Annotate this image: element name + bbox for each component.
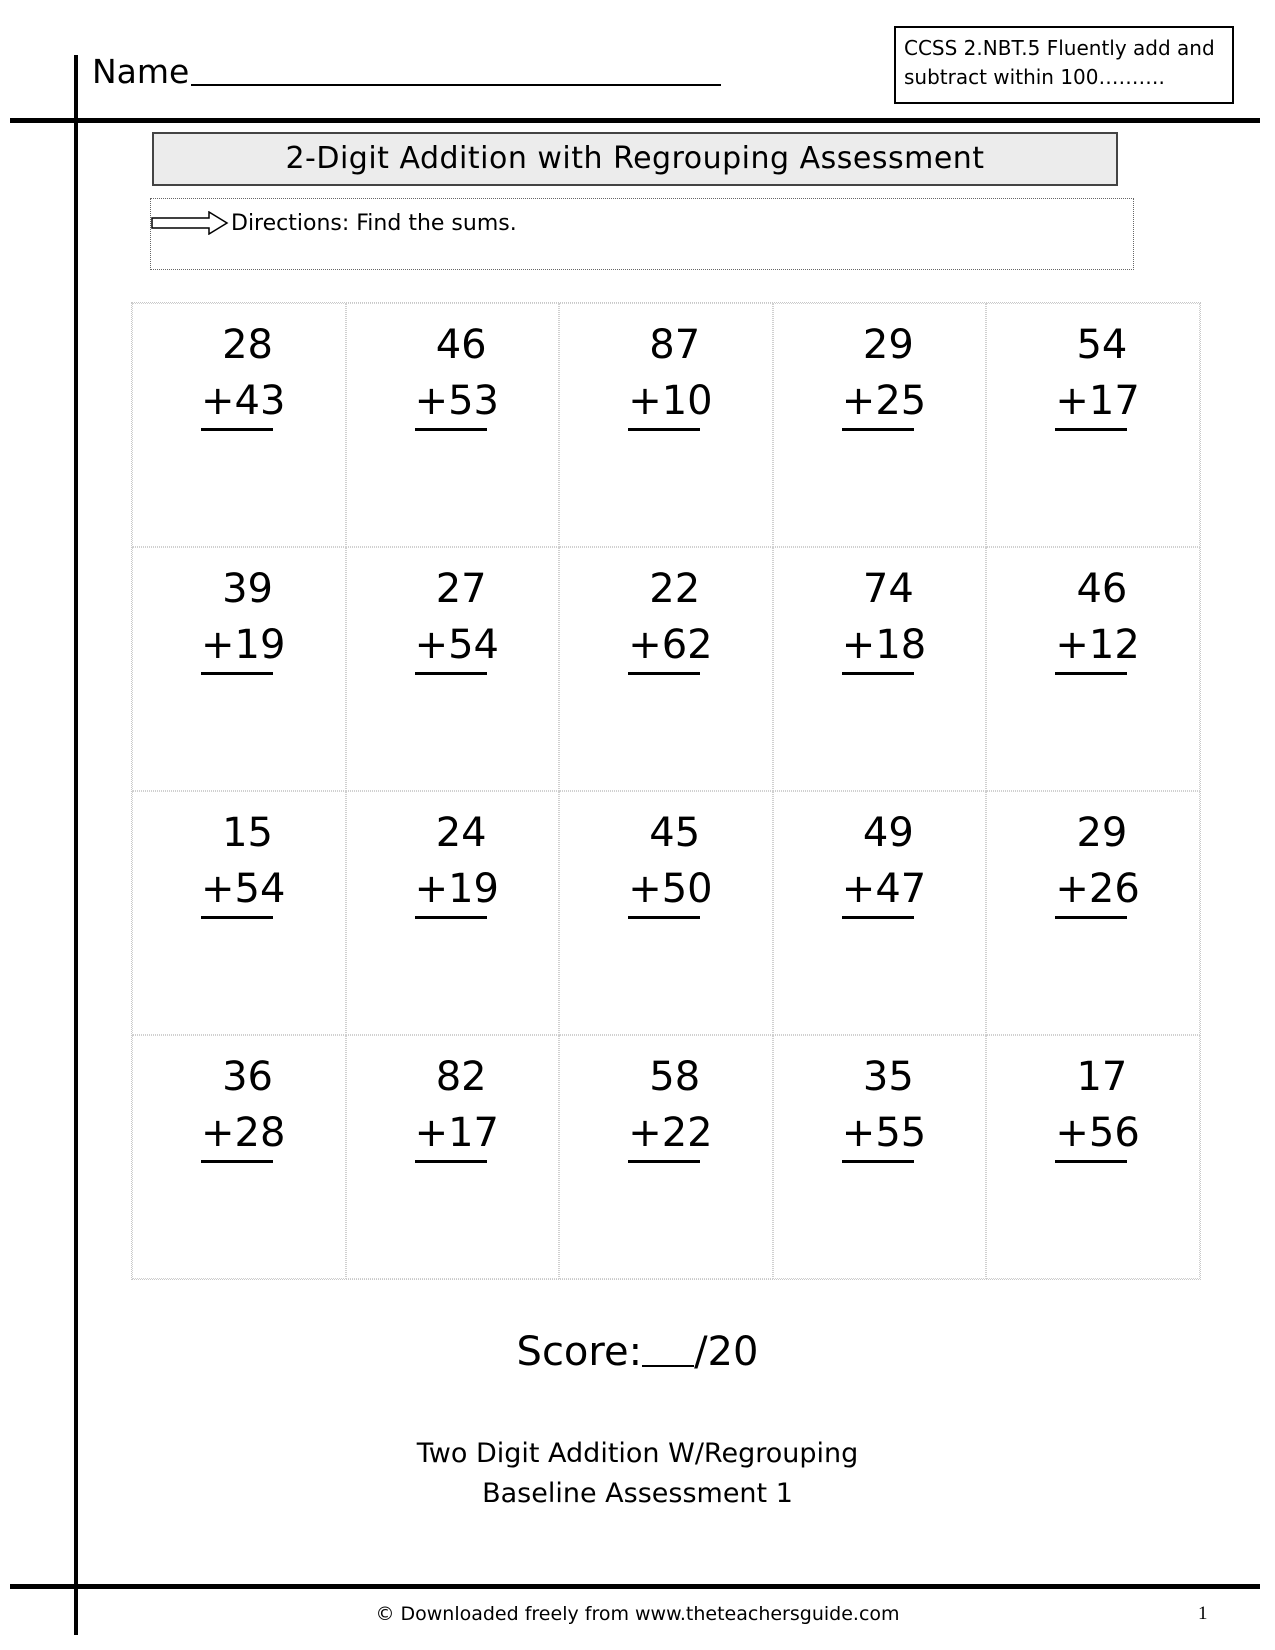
addend-top: 46 [1076,566,1128,612]
problem-grid [131,302,1201,1280]
problem-cell [986,791,1200,1035]
problem-cell [986,547,1200,791]
addend-top: 35 [862,1054,914,1100]
name-label: Name [92,52,190,91]
addend-bottom: +55 [842,1106,914,1163]
addend-top: 82 [435,1054,487,1100]
addition-problem [201,560,286,675]
addend-bottom: +25 [842,374,914,431]
addend-bottom: +43 [201,374,273,431]
addition-problem [841,804,927,919]
addend-top: 17 [1076,1054,1128,1100]
addition-problem [201,804,286,919]
addend-top: 27 [435,566,487,612]
problem-cell [346,547,560,791]
addend-top: 29 [862,322,914,368]
addend-bottom: +62 [628,618,700,675]
name-blank-line [191,84,721,86]
problem-cell [559,1035,773,1279]
footer-divider [10,1584,1260,1589]
addend-bottom: +54 [201,862,273,919]
addend-top: 24 [435,810,487,856]
addition-problem [1055,804,1140,919]
addend-bottom: +10 [628,374,700,431]
problem-cell [132,303,346,547]
addition-problem [628,1048,713,1163]
problem-cell [986,303,1200,547]
addend-bottom: +19 [415,862,487,919]
addition-problem [414,316,500,431]
addend-top: 28 [222,322,273,368]
addend-top: 36 [222,1054,273,1100]
addend-bottom: +12 [1055,618,1127,675]
problem-cell [773,791,987,1035]
addition-problem [628,804,713,919]
page-title: 2-Digit Addition with Regrouping Assessment [152,132,1118,186]
problem-cell [559,303,773,547]
problem-cell [346,1035,560,1279]
addition-problem [1055,560,1140,675]
problem-cell [773,303,987,547]
addend-top: 54 [1076,322,1128,368]
addition-problem [201,316,286,431]
addend-bottom: +19 [201,618,273,675]
addition-problem [1055,316,1140,431]
addend-bottom: +22 [628,1106,700,1163]
copyright-notice: © Downloaded freely from www.theteachersguide.com [375,1603,900,1625]
addend-bottom: +26 [1055,862,1127,919]
addition-problem [841,1048,927,1163]
addend-top: 15 [222,810,273,856]
right-arrow-icon [151,211,229,235]
addend-top: 49 [862,810,914,856]
score-label: Score: [516,1329,643,1375]
problem-cell [132,547,346,791]
addition-problem [628,316,713,431]
page-number: 1 [1198,1603,1208,1624]
addition-problem [628,560,713,675]
header-divider [10,118,1260,123]
problem-cell [132,791,346,1035]
addend-top: 22 [649,566,701,612]
addend-bottom: +17 [415,1106,487,1163]
problem-cell [773,547,987,791]
problem-cell [559,547,773,791]
problem-cell [773,1035,987,1279]
standard-box: CCSS 2.NBT.5 Fluently add and subtract within 100………. [894,26,1234,104]
addend-bottom: +54 [415,618,487,675]
addition-problem [414,1048,500,1163]
addition-problem [841,560,927,675]
addend-bottom: +56 [1055,1106,1127,1163]
problem-cell [346,791,560,1035]
score-total: /20 [694,1329,759,1375]
problem-cell [132,1035,346,1279]
addend-top: 58 [649,1054,701,1100]
addend-bottom: +50 [628,862,700,919]
addend-top: 74 [862,566,914,612]
addend-bottom: +18 [842,618,914,675]
addend-top: 29 [1076,810,1128,856]
score [0,1328,1275,1376]
addend-bottom: +17 [1055,374,1127,431]
addend-top: 39 [222,566,273,612]
addition-problem [1055,1048,1140,1163]
addend-bottom: +28 [201,1106,273,1163]
addend-bottom: +47 [842,862,914,919]
addition-problem [841,316,927,431]
score-blank-line [642,1365,694,1367]
addend-top: 46 [435,322,487,368]
addend-top: 45 [649,810,701,856]
name-field [92,54,721,90]
addition-problem [414,804,500,919]
problem-cell [986,1035,1200,1279]
addend-bottom: +53 [415,374,487,431]
caption-title: Two Digit Addition W/Regrouping [416,1438,859,1469]
addition-problem [414,560,500,675]
addition-problem [201,1048,286,1163]
caption-subtitle: Baseline Assessment 1 [482,1478,793,1509]
directions-box [150,198,1134,270]
addend-top: 87 [649,322,701,368]
problem-cell [346,303,560,547]
problem-cell [559,791,773,1035]
margin-vertical-rule [74,55,78,1635]
directions-text: Directions: Find the sums. [231,211,517,236]
